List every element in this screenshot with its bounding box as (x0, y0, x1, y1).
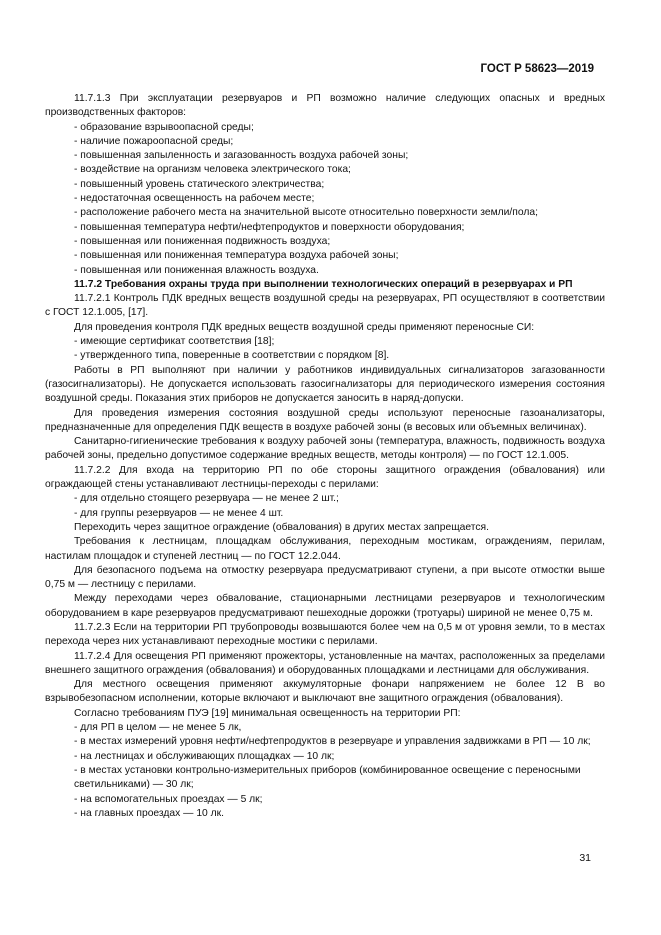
paragraph: 11.7.2.2 Для входа на территорию РП по обе стороны защитного ограждения (обвалования) или ограждающей стены устанавливают лестницы-переходы с перилами: (45, 464, 605, 491)
list-item: - повышенная или пониженная температура воздуха рабочей зоны; (74, 250, 399, 262)
list-item: - для группы резервуаров — не менее 4 шт. (74, 507, 284, 519)
list-item: - образование взрывоопасной среды; (74, 121, 254, 133)
paragraph: Для проведения контроля ПДК вредных веществ воздушной среды применяют переносные СИ: (74, 321, 535, 333)
paragraph: Между переходами через обвалование, стационарными лестницами резервуаров и технологическим оборудованием в каре резервуаров предусматривают пешеходные дорожки (тротуары) шириной не менее 0,75 м. (45, 593, 605, 619)
list-item: - утвержденного типа, поверенные в соответствии с порядком [8]. (74, 350, 390, 362)
list-item: - недостаточная освещенность на рабочем месте; (74, 193, 315, 205)
list-item: - на лестницах и обслуживающих площадках — 10 лк; (74, 750, 335, 762)
list-item: - повышенная или пониженная подвижность воздуха; (74, 235, 331, 247)
list-item: - повышенная или пониженная влажность воздуха. (74, 264, 319, 276)
list-item: - в местах установки контрольно-измерительных приборов (комбинированное освещение с переносными светильниками) — 30 лк; (74, 764, 581, 791)
paragraph: 11.7.2.4 Для освещения РП применяют прожекторы, установленные на мачтах, расположенных за пределами внешнего защитного ограждения (обвалования) и оборудованных площадками и лестницами для обслуживания. (45, 650, 605, 676)
paragraph: Переходить через защитное ограждение (обвалования) в других местах запрещается. (74, 521, 489, 533)
paragraph: 11.7.2.1 Контроль ПДК вредных веществ воздушной среды на резервуарах, РП осуществляют в соответствии с ГОСТ 12.1.005, [17]. (45, 293, 605, 319)
paragraph: Согласно требованиям ПУЭ [19] минимальная освещенность на территории РП: (74, 707, 461, 719)
paragraph: Работы в РП выполняют при наличии у работников индивидуальных сигнализаторов загазованности (газосигнализаторы). Не допускается использовать газосигнализаторы для периодического измерения состояния воздушной среды. Показания этих приборов не допускается заносить в наряд-допуски. (45, 364, 605, 405)
list-item: - имеющие сертификат соответствия [18]; (74, 336, 275, 348)
paragraph: Для проведения измерения состояния воздушной среды используют переносные газоанализаторы, предназначенные для определения ПДК веществ в воздухе рабочей зоны (в весовых или объемных величинах). (45, 407, 605, 433)
list-item: - повышенная температура нефти/нефтепродуктов и поверхности оборудования; (74, 221, 465, 233)
paragraph: 11.7.2.3 Если на территории РП трубопроводы возвышаются более чем на 0,5 м от уровня земли, то в местах перехода через них устанавливают переходные мостики с перилами. (45, 621, 605, 648)
page-number: 31 (579, 852, 591, 864)
list-item: - на главных проездах — 10 лк. (74, 807, 225, 819)
list-item: - повышенная запыленность и загазованность воздуха рабочей зоны; (74, 150, 409, 162)
document-body (45, 92, 605, 821)
paragraph: Санитарно-гигиенические требования к воздуху рабочей зоны (температура, влажность, подвижность воздуха рабочей зоны, предельно допустимое содержание вредных веществ, методы контроля) — по ГОСТ 12.1.005. (45, 436, 605, 462)
list-item: - для РП в целом — не менее 5 лк, (74, 722, 242, 734)
list-item: - для отдельно стоящего резервуара — не менее 2 шт.; (74, 493, 339, 505)
list-item: - наличие пожароопасной среды; (74, 135, 234, 147)
list-item: - на вспомогательных проездах — 5 лк; (74, 793, 263, 805)
list-item: - повышенный уровень статического электричества; (74, 178, 325, 190)
list-item: - в местах измерений уровня нефти/нефтепродуктов в резервуаре и управления задвижками в РП — 10 лк; (74, 736, 591, 748)
paragraph: Требования к лестницам, площадкам обслуживания, переходным мостикам, ограждениям, перилам, настилам площадок и ступеней лестниц — по ГОСТ 12.2.044. (45, 536, 605, 562)
document-code: ГОСТ Р 58623—2019 (480, 63, 594, 75)
paragraph: Для безопасного подъема на отмостку резервуара предусматривают ступени, а при высоте отмостки выше 0,75 м — лестницу с перилами. (45, 564, 605, 591)
list-item: - расположение рабочего места на значительной высоте относительно поверхности земли/пола; (74, 207, 538, 219)
section-heading: 11.7.2 Требования охраны труда при выполнении технологических операций в резервуарах и РП (74, 278, 573, 290)
paragraph: Для местного освещения применяют аккумуляторные фонари напряжением не более 12 В во взрывобезопасном исполнении, которые включают и выключают вне защитного ограждения (обвалования). (45, 679, 605, 705)
list-item: - воздействие на организм человека электрического тока; (74, 164, 351, 176)
paragraph: 11.7.1.3 При эксплуатации резервуаров и РП возможно наличие следующих опасных и вредных производственных факторов: (45, 93, 605, 119)
